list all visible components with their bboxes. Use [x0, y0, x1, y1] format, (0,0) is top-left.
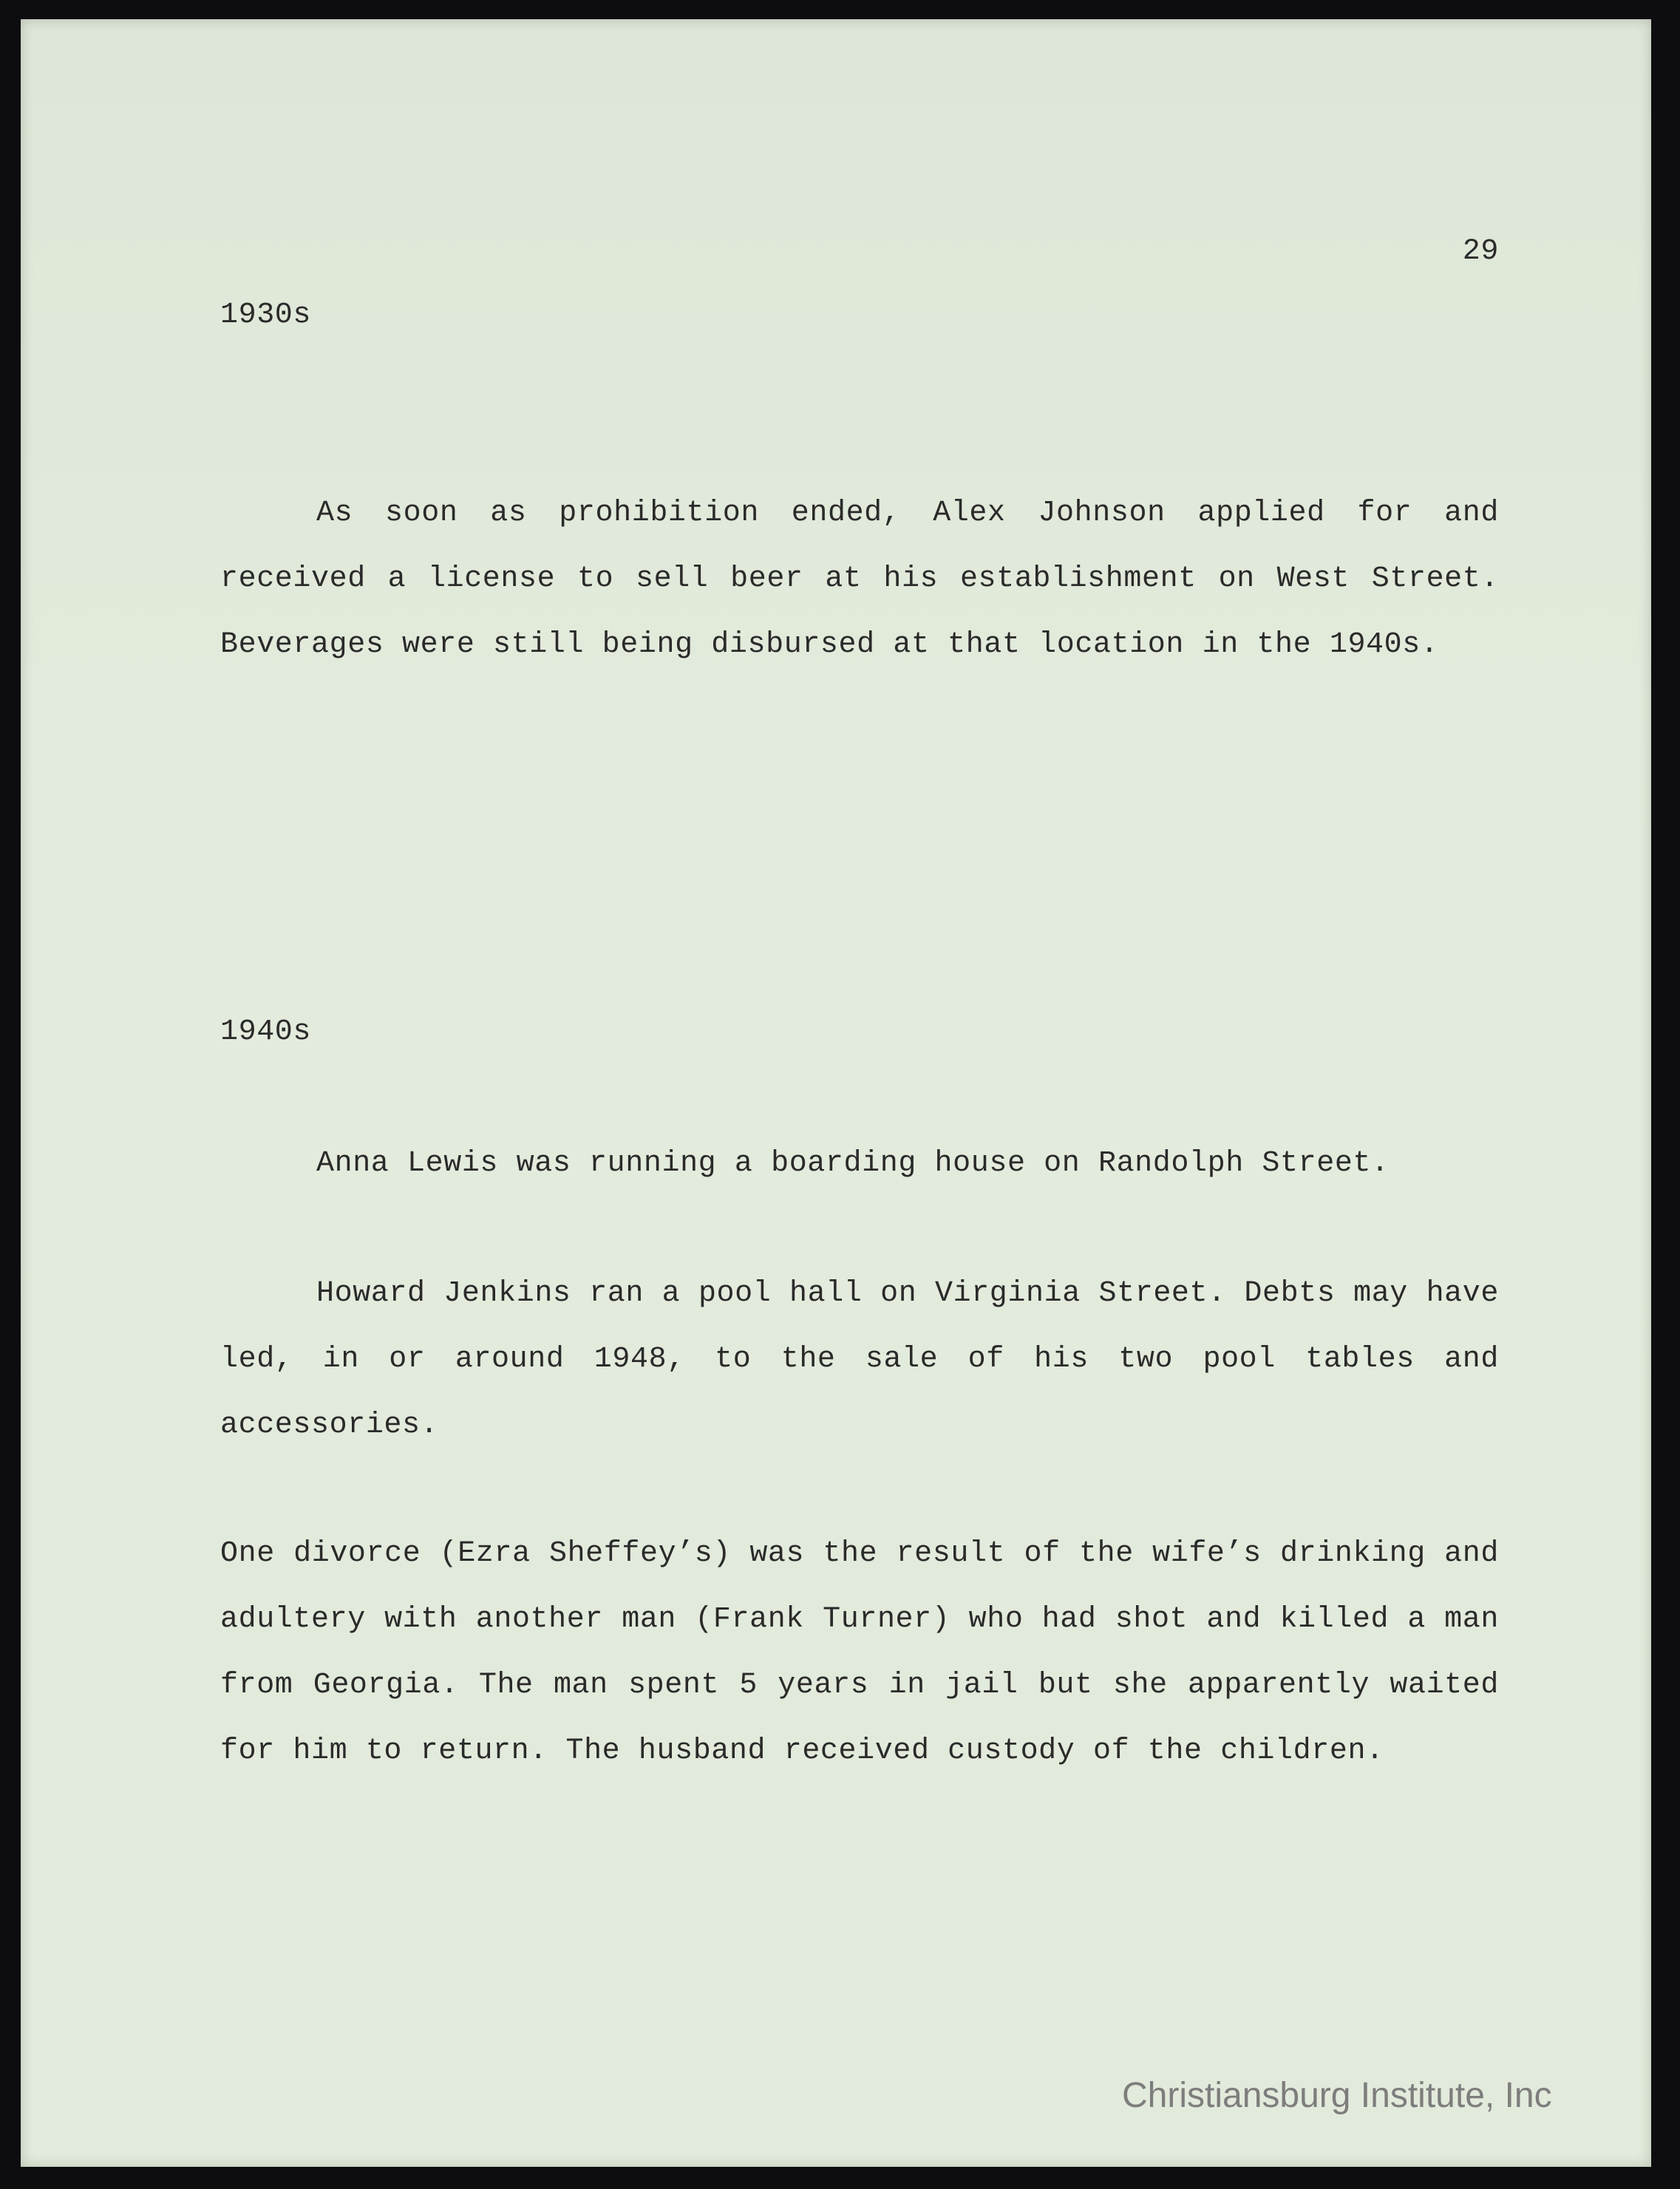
paragraph-howard-jenkins: Howard Jenkins ran a pool hall on Virginia Street. Debts may have led, in or around 1948, to the sale of his two pool tables and accessories. — [220, 1277, 1499, 1442]
paragraph-alex-johnson: As soon as prohibition ended, Alex Johnson applied for and received a license to sell beer at his establishment on West Street. Beverages were still being disbursed at that location in the 1940s. — [220, 497, 1499, 661]
document-page — [21, 19, 1651, 2167]
section-heading-1930s: 1930s — [220, 299, 312, 332]
paragraph-anna-lewis: Anna Lewis was running a boarding house on Randolph Street. — [316, 1147, 1390, 1180]
watermark-text: Christiansburg Institute, Inc — [1122, 2076, 1552, 2115]
paragraph-ezra-sheffey: One divorce (Ezra Sheffey’s) was the result of the wife’s drinking and adultery with another man (Frank Turner) who had shot and killed a man from Georgia. The man spent 5 years in jail but she apparently waited for him to return. The husband received custody of the children. — [220, 1537, 1499, 1768]
section-heading-1940s: 1940s — [220, 1015, 312, 1049]
page-number: 29 — [1462, 235, 1499, 268]
